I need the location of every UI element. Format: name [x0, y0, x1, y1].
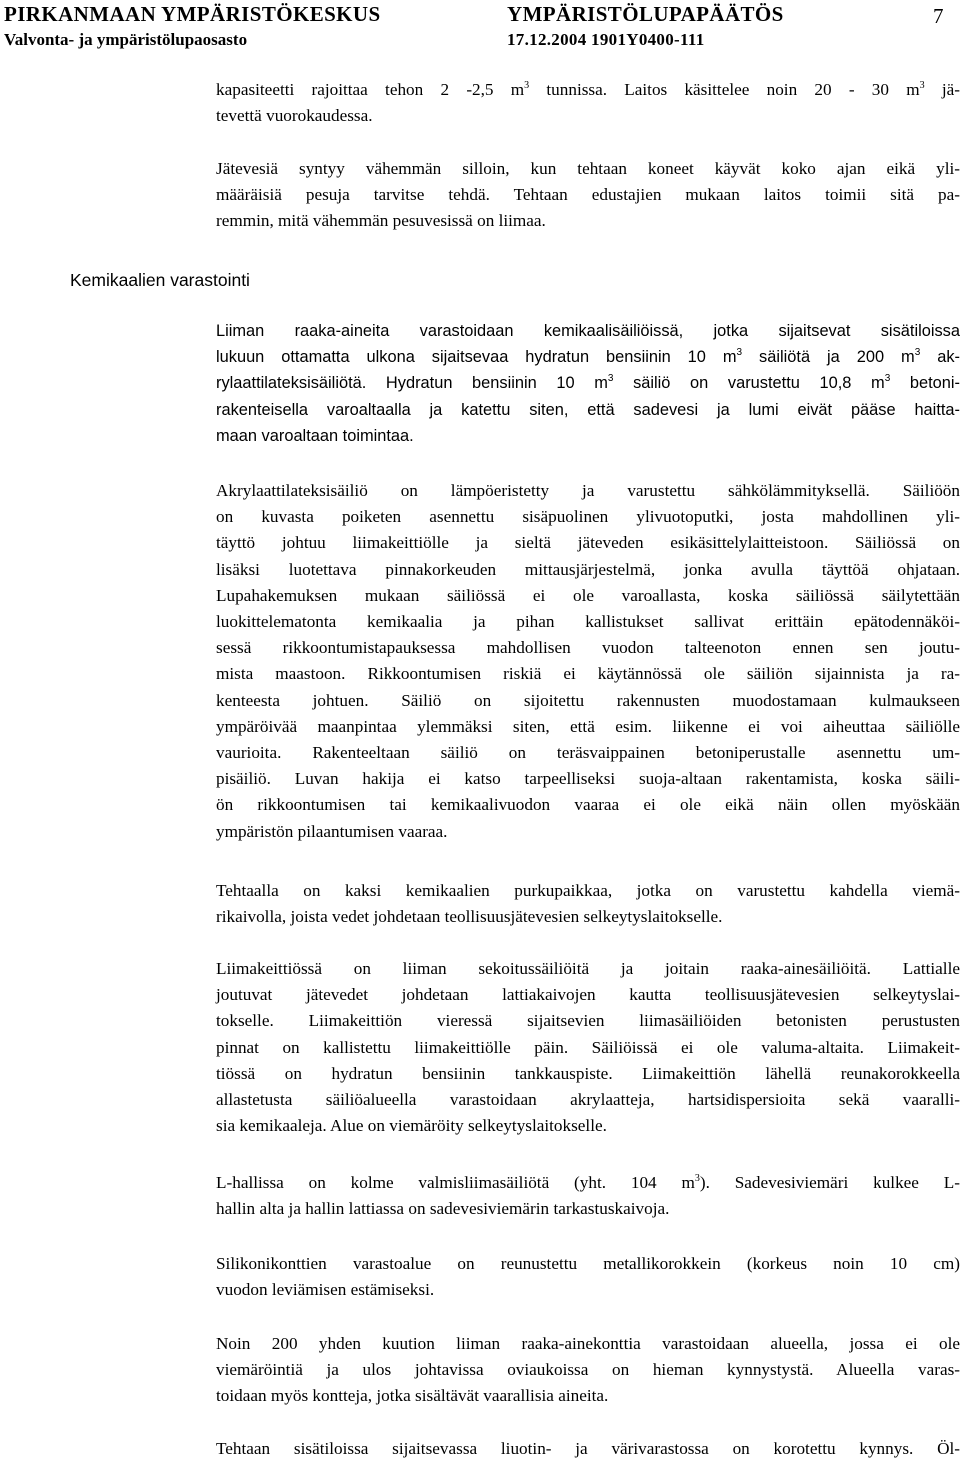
text-line: määräisiä pesuja tarvitse tehdä. Tehtaan edustajien mukaan laitos toimii sitä pa- — [216, 185, 960, 205]
text-line: kenteesta johtuen. Säiliö on sijoitettu rakennusten muodostamaan kulmaukseen — [216, 690, 960, 710]
text-line: Tehtaan sisätiloissa sijaitsevassa liuotin- ja värivarastossa on korotettu kynnys. Öl- — [216, 1439, 960, 1458]
text-line: sessä rikkoontumistapauksessa mahdollisen vuodon talteenoton ennen sen joutu- — [216, 638, 960, 658]
superscript: 3 — [524, 80, 530, 91]
text-line: hallin alta ja hallin lattiassa on sadevesiviemärin tarkastuskaivoja. — [216, 1199, 670, 1219]
section-heading: Kemikaalien varastointi — [70, 270, 250, 290]
header-organization: PIRKANMAAN YMPÄRISTÖKESKUS — [4, 2, 381, 26]
text-line: ympäröivää maanpintaa ylemmäksi siten, että esim. liikenne ei voi aiheuttaa säiliölle — [216, 716, 960, 736]
text-line: Silikonikonttien varastoalue on reunustettu metallikorokkein (korkeus noin 10 cm) — [216, 1254, 960, 1273]
text-line: Liimakeittiössä on liiman sekoitussäiliöitä ja joitain raaka-ainesäiliöitä. Lattialle — [216, 959, 960, 978]
text-line: allastetusta säiliöalueella varastoidaan akrylaatteja, hartsidispersioita sekä vaaralli- — [216, 1090, 960, 1110]
superscript: 3 — [884, 373, 891, 385]
text-line: Tehtaalla on kaksi kemikaalien purkupaikkaa, jotka on varustettu kahdella viemä- — [216, 881, 960, 900]
text-line: mista maastoon. Rikkoontumisen riskiä ei käytännössä ole säiliön sijainnista ja ra- — [216, 664, 960, 684]
page-number: 7 — [933, 4, 944, 28]
paragraph-acrylate-tank — [216, 478, 960, 845]
text-line: vuodon leviämisen estämiseksi. — [216, 1280, 435, 1300]
text-line: lukuun ottamatta ulkona sijaitsevaa hydratun bensiinin 10 $m^3$ säiliötä ja 200 $m^3$ ak- — [216, 347, 960, 367]
text-line: lisäksi luotettava pinnakorkeuden mittausjärjestelmä, jonka avulla täyttöä ohjataan. — [216, 559, 960, 579]
paragraph-unloading-points — [216, 878, 960, 930]
text-line: vaurioita. Rakenteeltaan säiliö on teräsvaippainen betoniperustalle asennettu um- — [216, 743, 960, 763]
text-line: rikaivolla, joista vedet johdetaan teollisuusjätevesien selkeytyslaitokselle. — [216, 907, 723, 927]
text-line: Akrylaattilateksisäiliö on lämpöeristetty ja varustettu sähkölämmityksellä. Säiliöön — [216, 481, 960, 500]
text-line: Liiman raaka-aineita varastoidaan kemikaalisäiliöissä, jotka sijaitsevat sisätiloissa — [216, 322, 960, 340]
text-line: pisäiliö. Luvan hakija ei katso tarpeelliseksi suoja-altaan rakentamista, koska säili- — [216, 769, 960, 789]
text-line: ympäristön pilaantumisen vaaraa. — [216, 821, 448, 841]
paragraph-solvent-storage — [216, 1436, 960, 1462]
text-line: pinnat on kallistettu liimakeittiölle päin. Säiliöissä ei ole valuma-altaita. Liimakeit- — [216, 1037, 960, 1057]
paragraph-storage-tanks — [216, 318, 960, 449]
text-line: tokselle. Liimakeittiön vieressä sijaitsevien liimasäiliöiden betonisten perustusten — [216, 1011, 960, 1031]
text-line: täyttö johtuu liimakeittiölle ja sieltä jäteveden esikäsittelylaitteistoon. Säiliössä on — [216, 533, 960, 553]
text-line: toidaan myös kontteja, jotka sisältävät vaarallisia aineita. — [216, 1386, 609, 1406]
superscript: 3 — [914, 347, 921, 359]
text-line: Lupahakemuksen mukaan säiliössä ei ole varoallasta, koska säiliössä säilytettään — [216, 585, 960, 605]
superscript: 3 — [919, 80, 925, 91]
superscript: 3 — [694, 1173, 700, 1184]
text-line: maan varoaltaan toimintaa. — [216, 426, 414, 445]
text-line: sia kemikaaleja. Alue on viemäröity selkeytyslaitokselle. — [216, 1116, 607, 1136]
text-line: Jätevesiä syntyy vähemmän silloin, kun tehtaan koneet käyvät koko ajan eikä yli- — [216, 159, 960, 178]
paragraph-l-hall — [216, 1170, 960, 1222]
text-line: luokittelematonta kemikaalia ja pihan kallistukset sallivat erittäin epätodennäköi- — [216, 612, 960, 632]
paragraph-capacity — [216, 77, 960, 129]
superscript: 3 — [607, 373, 614, 385]
text-line: rakenteisella varoaltaalla ja katettu siten, että sadevesi ja lumi eivät pääse haitta- — [216, 400, 960, 419]
text-line: viemäröintiä ja ulos johtavissa oviaukoissa on hieman kynnystystä. Alueella varas- — [216, 1360, 960, 1380]
text-line: ön rikkoontumisen tai kemikaalivuodon vaaraa ei ole eikä näin ollen myöskään — [216, 795, 960, 815]
paragraph-raw-material-containers — [216, 1331, 960, 1410]
text-line: L-hallissa on kolme valmisliimasäiliötä (yht. 104 $m^3$). Sadevesiviemäri kulkee L- — [216, 1173, 960, 1192]
text-line: remmin, mitä vähemmän pesuvesissä on liimaa. — [216, 211, 546, 231]
text-line: on kuvasta poiketen asennettu sisäpuolinen ylivuotoputki, josta mahdollinen yli- — [216, 507, 960, 527]
text-line: tevettä vuorokaudessa. — [216, 106, 373, 126]
paragraph-wastewater — [216, 156, 960, 235]
text-line: Noin 200 yhden kuution liiman raaka-ainekonttia varastoidaan alueella, jossa ei ole — [216, 1334, 960, 1353]
header-unit: Valvonta- ja ympäristölupaosasto — [4, 30, 248, 49]
text-line: joutuvat jätevedet johdetaan lattiakaivojen kautta teollisuusjätevesien selkeytyslai- — [216, 985, 960, 1005]
header-date-and-id: 17.12.2004 1901Y0400-111 — [507, 30, 705, 49]
paragraph-silicone-containers — [216, 1251, 960, 1303]
text-line: rylaattilateksisäiliötä. Hydratun bensiinin 10 $m^3$ säiliö on varustettu 10,8 $m^3$ betoni- — [216, 373, 960, 393]
text-line: kapasiteetti rajoittaa tehon 2 -2,5 $m^3$ tunnissa. Laitos käsittelee noin 20 - 30 $m^3$ jä- — [216, 80, 960, 99]
superscript: 3 — [736, 347, 743, 359]
text-line: tiössä on hydratun bensiinin tankkauspiste. Liimakeittiön lähellä reunakorokkeella — [216, 1063, 960, 1083]
header-document-type: YMPÄRISTÖLUPAPÄÄTÖS — [507, 2, 784, 26]
paragraph-glue-kitchen — [216, 956, 960, 1139]
